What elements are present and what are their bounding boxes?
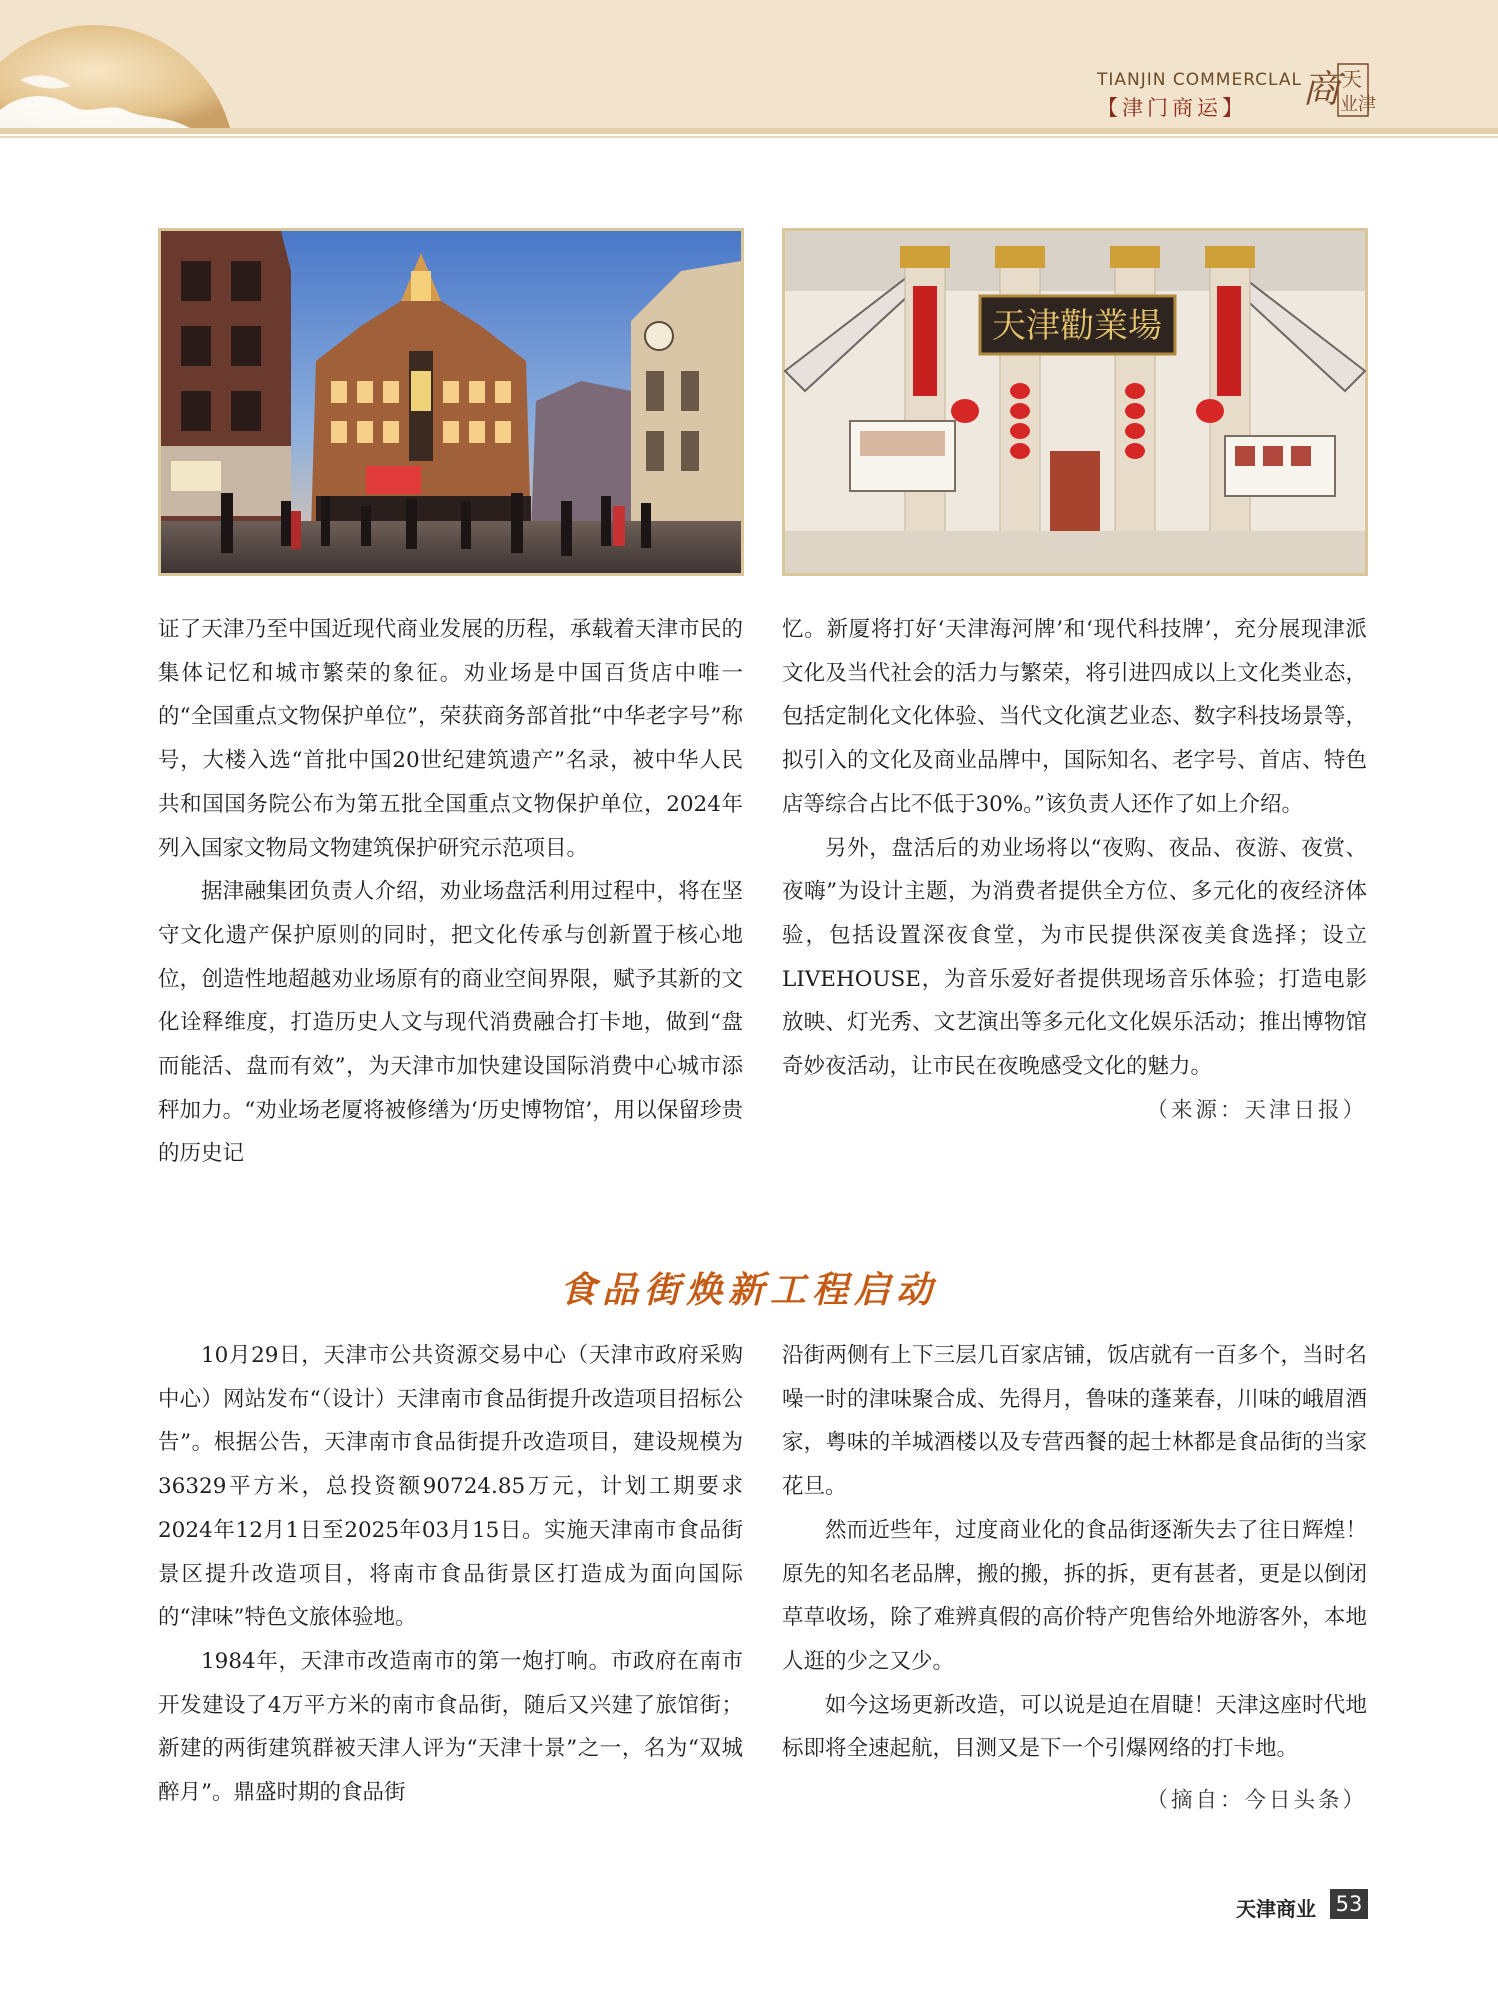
logo-side-bottom: 业津	[1340, 94, 1376, 115]
article2-para-4: 然而近些年，过度商业化的食品街逐渐失去了往日辉煌！原先的知名老品牌，搬的搬，拆的拆，更有甚者，更是以倒闭草草收场，除了难辨真假的高价特产兜售给外地游客外，本地人逛的少之又少。	[782, 1517, 1367, 1674]
footer-magazine-title: 天津商业	[1236, 1897, 1316, 1921]
globe-icon	[0, 20, 230, 250]
article2-para-3: 沿街两侧有上下三层几百家店铺，饭店就有一百多个，当时名噪一时的津味聚合成、先得月，鲁味的蓬莱春，川味的峨眉酒家，粤味的羊城酒楼以及专营西餐的起士林都是食品街的当家花旦。	[782, 1343, 1367, 1500]
article2-headline: 食品街焕新工程启动	[559, 1270, 938, 1311]
article1-column-right	[782, 608, 1367, 1132]
article2-para-1: 10月29日，天津市公共资源交易中心（天津市政府采购中心）网站发布“（设计）天津南市食品街提升改造项目招标公告”。根据公告，天津南市食品街提升改造项目，建设规模为36329平方米，总投资额90724.85万元，计划工期要求2024年12月1日至2025年03月15日。实施天津南市食品街景区提升改造项目，将南市食品街景区打造成为面向国际的“津味”特色文旅体验地。	[158, 1343, 743, 1631]
page-number: 53	[1330, 1889, 1368, 1919]
article2-source: （摘自：今日头条）	[1146, 1788, 1367, 1814]
logo-main-char: 商	[1302, 67, 1341, 111]
article2-column-right	[782, 1334, 1367, 1823]
mall-sign-text: 天津勸業場	[992, 306, 1162, 346]
magazine-name-en: TIANJIN COMMERCLAL	[1097, 70, 1303, 90]
article1-para-2: 据津融集团负责人介绍，劝业场盘活利用过程中，将在坚守文化遗产保护原则的同时，把文化传承与创新置于核心地位，创造性地超越劝业场原有的商业空间界限，赋予其新的文化诠释维度，打造历史人文与现代消费融合打卡地，做到“盘而能活、盘而有效”，为天津市加快建设国际消费中心城市添秤加力。“劝业场老厦将被修缮为‘历史博物馆’，用以保留珍贵的历史记	[158, 879, 743, 1167]
article2-column-left	[158, 1334, 743, 1815]
article2-para-5: 如今这场更新改造，可以说是迫在眉睫！天津这座时代地标即将全速起航，目测又是下一个引爆网络的打卡地。	[782, 1692, 1367, 1762]
article1-para-1: 证了天津乃至中国近现代商业发展的历程，承载着天津市民的集体记忆和城市繁荣的象征。劝业场是中国百货店中唯一的“全国重点文物保护单位”，荣获商务部首批“中华老字号”称号，大楼入选“首批中国20世纪建筑遗产”名录，被中华人民共和国国务院公布为第五批全国重点文物保护单位，2024年列入国家文物局文物建筑保护研究示范项目。	[158, 617, 743, 861]
article1-source: （来源：天津日报）	[1146, 1097, 1367, 1123]
article1-column-left	[158, 608, 743, 1176]
article1-para-3: 忆。新厦将打好‘天津海河牌’和‘现代科技牌’，充分展现津派文化及当代社会的活力与繁荣，将引进四成以上文化类业态，包括定制化文化体验、当代文化演艺业态、数字科技场景等，拟引入的文化及商业品牌中，国际知名、老字号、首店、特色店等综合占比不低于30%。”该负责人还作了如上介绍。	[782, 617, 1367, 817]
mall-interior-photo	[782, 228, 1368, 576]
article1-para-4: 另外，盘活后的劝业场将以“夜购、夜品、夜游、夜赏、夜嗨”为设计主题，为消费者提供全方位、多元化的夜经济体验，包括设置深夜食堂，为市民提供深夜美食选择；设立LIVEHOUSE，为音乐爱好者提供现场音乐体验；打造电影放映、灯光秀、文艺演出等多元化文化娱乐活动；推出博物馆奇妙夜活动，让市民在夜晚感受文化的魅力。	[782, 835, 1367, 1080]
magazine-name-cn: 【津门商运】	[1097, 96, 1247, 120]
article2-para-2: 1984年，天津市改造南市的第一炮打响。市政府在南市开发建设了4万平方米的南市食品街，随后又兴建了旅馆街；新建的两街建筑群被天津人评为“天津十景”之一，名为“双城醉月”。鼎盛时期的食品街	[158, 1648, 743, 1806]
magazine-logo	[1300, 58, 1376, 120]
building-night-street-photo	[158, 228, 744, 576]
logo-side-top: 天	[1342, 67, 1362, 91]
